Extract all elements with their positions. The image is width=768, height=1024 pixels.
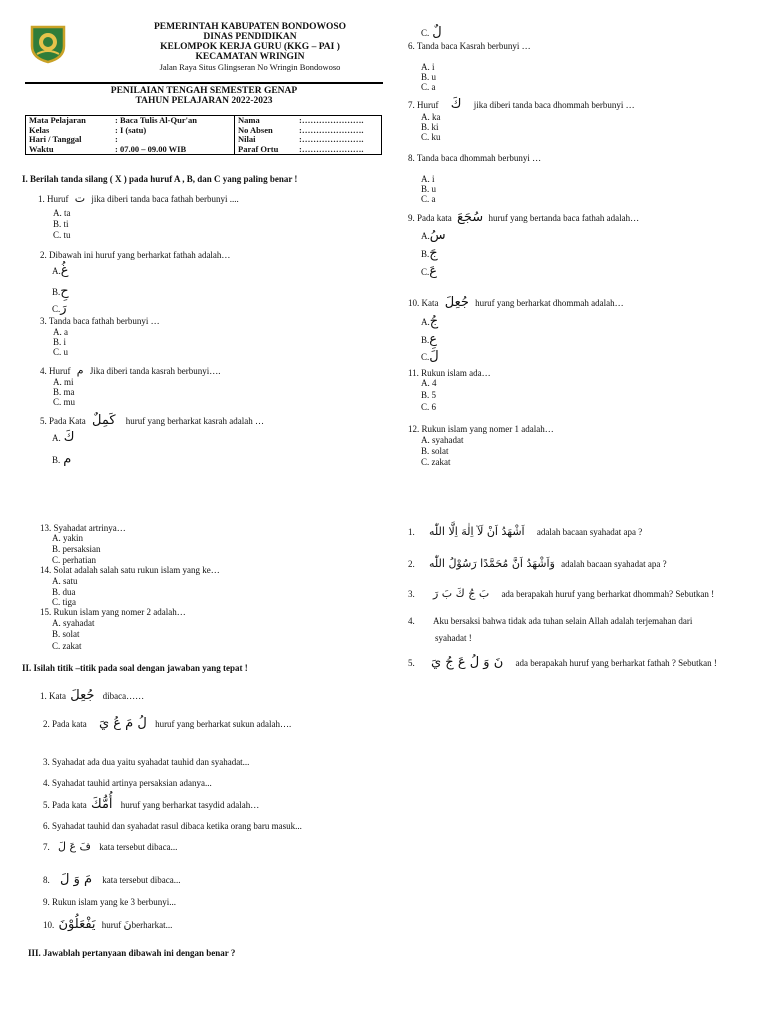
- question-7: [408, 98, 635, 112]
- question-2: 2. Dibawah ini huruf yang berharkat fathah adalah…: [40, 250, 231, 260]
- arabic-phrase: وَاَشْهَدُ اَنَّ مُحَمَّدًا رَسُوْلُ اللّٰه: [429, 557, 555, 570]
- arabic-letters: فَ عَ لَ: [58, 840, 91, 853]
- question-5: [40, 414, 264, 428]
- q13-option-c[interactable]: C. perhatian: [52, 555, 96, 565]
- fill-10-suffix: berharkat...: [131, 920, 173, 930]
- fill-item-8: [43, 873, 181, 887]
- q1-option-b[interactable]: B. ti: [53, 219, 69, 229]
- header-divider: [25, 82, 383, 84]
- arabic-word: يَفْعَلُوْنَ: [58, 917, 96, 932]
- arabic-letters: نَ وَ لُ عَ جُ يَ: [431, 655, 504, 670]
- essay-question-3: [408, 587, 714, 601]
- date-field[interactable]: :: [112, 135, 235, 145]
- q7-option-a[interactable]: A. ka: [421, 112, 441, 122]
- q3-option-a[interactable]: A. a: [53, 327, 68, 337]
- arabic-letters: مَ وَ لَ: [60, 872, 93, 887]
- question-6: 6. Tanda baca Kasrah berbunyi …: [408, 41, 531, 51]
- exam-title: PENILAIAN TENGAH SEMESTER GENAP: [110, 86, 298, 96]
- question-9: [408, 211, 639, 225]
- arabic-letter: لٌ: [432, 25, 442, 40]
- option-letter: B.: [421, 335, 430, 345]
- fill-item-1: [40, 689, 144, 703]
- letterhead-line-4: KECAMATAN WRINGIN: [195, 52, 305, 62]
- q1-prefix: 1. Huruf: [38, 194, 69, 204]
- arabic-letters: لُ مَ عُ يَ: [98, 716, 147, 731]
- q4-option-c[interactable]: C. mu: [53, 397, 76, 407]
- question-11: 11. Rukun islam ada…: [408, 368, 491, 378]
- arabic-letter: رَ: [60, 301, 67, 316]
- info-label: Kelas: [29, 124, 50, 135]
- arabic-letter: ت: [74, 192, 86, 205]
- essay-question-2: [408, 557, 667, 571]
- q7-prefix: 7. Huruf: [408, 100, 439, 110]
- info-value: : I (satu): [112, 126, 235, 136]
- q1-suffix: jika diberi tanda baca fathah berbunyi ....: [91, 194, 239, 204]
- essay-4-number: 4.: [408, 616, 415, 626]
- question-8: 8. Tanda baca dhommah berbunyi …: [408, 153, 542, 163]
- q14-option-b[interactable]: B. dua: [52, 587, 76, 597]
- q10-option-c[interactable]: [421, 350, 439, 364]
- letterhead-address: Jalan Raya Situs Glingseran No Wringin Bondowoso: [159, 62, 341, 72]
- q2-option-c[interactable]: [52, 302, 67, 316]
- info-label: Paraf Ortu: [238, 143, 279, 154]
- fill-item-10: [43, 918, 172, 932]
- name-field[interactable]: :………………….: [299, 115, 364, 125]
- q5-option-c[interactable]: [421, 26, 442, 40]
- arabic-word: كَمِلٌ: [91, 413, 116, 428]
- arabic-letter: حِ: [60, 284, 69, 299]
- essay-1-text: adalah bacaan syahadat apa ?: [536, 527, 643, 537]
- q8-option-c[interactable]: C. a: [421, 194, 436, 204]
- q2-option-a[interactable]: [52, 264, 69, 278]
- info-label: No Absen: [238, 124, 273, 135]
- arabic-letter: عَ: [429, 264, 438, 279]
- q12-option-a[interactable]: A. syahadat: [421, 435, 464, 445]
- q14-option-a[interactable]: A. satu: [52, 576, 78, 586]
- arabic-letter: لَ: [429, 349, 439, 364]
- q11-option-b[interactable]: B. 5: [421, 390, 437, 400]
- question-15: 15. Rukun islam yang nomer 2 adalah…: [40, 607, 186, 617]
- essay-4-line-2: syahadat !: [435, 633, 472, 643]
- q15-option-b[interactable]: B. solat: [52, 629, 80, 639]
- essay-1-number: 1.: [408, 527, 415, 537]
- fill-item-5: [43, 798, 259, 812]
- q11-option-c[interactable]: C. 6: [421, 402, 437, 412]
- fill-5-suffix: huruf yang berharkat tasydid adalah…: [120, 800, 260, 810]
- fill-7-prefix: 7.: [43, 842, 50, 852]
- essay-5-text: ada berapakah huruf yang berharkat fathah ? Sebutkan !: [515, 658, 717, 668]
- question-1: [38, 192, 239, 206]
- section-3-title: III. Jawablah pertanyaan dibawah ini dengan benar ?: [28, 948, 236, 958]
- q1-option-a[interactable]: A. ta: [53, 208, 71, 218]
- fill-10-middle: huruf: [101, 920, 122, 930]
- option-letter: A.: [52, 266, 61, 276]
- fill-8-suffix: kata tersebut dibaca...: [102, 875, 181, 885]
- arabic-letter: جُ: [429, 314, 439, 329]
- option-letter: C.: [421, 28, 430, 38]
- arabic-word: سُجَعَ: [456, 210, 484, 225]
- q6-option-a[interactable]: A. i: [421, 62, 435, 72]
- fill-1-suffix: dibaca……: [102, 691, 145, 701]
- arabic-word: جُعِلَ: [444, 295, 469, 310]
- arabic-letter: م: [63, 452, 72, 467]
- q3-option-b[interactable]: B. i: [53, 337, 67, 347]
- letterhead-line-2: DINAS PENDIDIKAN: [203, 32, 297, 42]
- info-label: Nilai: [238, 134, 256, 144]
- arabic-letter: كَ: [450, 97, 462, 112]
- q4-option-b[interactable]: B. ma: [53, 387, 75, 397]
- q6-option-b[interactable]: B. u: [421, 72, 437, 82]
- parent-signature-field[interactable]: :………………….: [299, 143, 364, 154]
- option-letter: A.: [421, 231, 430, 241]
- essay-question-1: [408, 525, 642, 539]
- arabic-letter: غُ: [60, 263, 69, 278]
- score-field[interactable]: :………………….: [299, 134, 364, 144]
- q9-prefix: 9. Pada kata: [408, 213, 452, 223]
- essay-question-4: [408, 616, 692, 627]
- essay-question-5: [408, 656, 717, 670]
- info-value: : Baca Tulis Al-Qur'an: [112, 116, 235, 126]
- exam-year: TAHUN PELAJARAN 2022-2023: [135, 96, 273, 106]
- info-label: Mata Pelajaran: [29, 115, 86, 125]
- q15-option-a[interactable]: A. syahadat: [52, 618, 95, 628]
- arabic-phrase: اَشْهَدُ اَنْ لَآ اِلٰهَ اِلَّا اللّٰه: [429, 525, 525, 538]
- q6-option-c[interactable]: C. a: [421, 82, 436, 92]
- q13-option-a[interactable]: A. yakin: [52, 533, 83, 543]
- q5-option-a[interactable]: [52, 431, 74, 445]
- info-label: Hari / Tanggal: [29, 134, 82, 144]
- info-row: [26, 116, 382, 126]
- q10-option-a[interactable]: [421, 315, 438, 329]
- essay-2-text: adalah bacaan syahadat apa ?: [561, 559, 667, 569]
- bondowoso-logo-emblem: [28, 24, 68, 64]
- option-letter: C.: [421, 267, 430, 277]
- q7-option-b[interactable]: B. ki: [421, 122, 439, 132]
- q5-option-b[interactable]: [52, 453, 71, 467]
- essay-2-number: 2.: [408, 559, 415, 569]
- q12-option-b[interactable]: B. solat: [421, 446, 449, 456]
- q12-option-c[interactable]: C. zakat: [421, 457, 451, 467]
- info-value: : 07.00 – 09.00 WIB: [112, 145, 235, 155]
- info-label: Waktu: [29, 143, 54, 154]
- fill-item-7: [43, 840, 177, 854]
- option-letter: C.: [421, 352, 430, 362]
- arabic-letter: سُ: [429, 228, 446, 243]
- q4-option-a[interactable]: A. mi: [53, 377, 74, 387]
- q5-prefix: 5. Pada Kata: [40, 416, 86, 426]
- letterhead-line-1: PEMERINTAH KABUPATEN BONDOWOSO: [153, 22, 347, 32]
- q10-prefix: 10. Kata: [408, 298, 439, 308]
- question-3: 3. Tanda baca fathah berbunyi …: [40, 316, 160, 326]
- option-letter: C.: [52, 304, 61, 314]
- q11-option-a[interactable]: A. 4: [421, 378, 437, 388]
- section-1-title: I. Berilah tanda silang ( X ) pada huruf A , B, dan C yang paling benar !: [22, 174, 298, 184]
- fill-item-6: 6. Syahadat tauhid dan syahadat rasul dibaca ketika orang baru masuk...: [43, 821, 302, 831]
- q2-option-b[interactable]: [52, 285, 69, 299]
- option-letter: A.: [421, 317, 430, 327]
- info-label: Nama: [238, 115, 260, 125]
- question-13: 13. Syahadat artrinya…: [40, 523, 126, 533]
- essay-4-line-1: Aku bersaksi bahwa tidak ada tuhan selain Allah adalah terjemahan dari: [433, 616, 693, 626]
- student-info-table: [25, 115, 382, 155]
- q8-option-b[interactable]: B. u: [421, 184, 437, 194]
- option-letter: B.: [421, 249, 430, 259]
- option-letter: B.: [52, 287, 61, 297]
- q10-option-b[interactable]: [421, 333, 437, 347]
- question-10: [408, 296, 624, 310]
- q8-option-a[interactable]: A. i: [421, 174, 435, 184]
- fill-2-prefix: 2. Pada kata: [43, 719, 87, 729]
- essay-3-number: 3.: [408, 589, 415, 599]
- info-row: [26, 145, 382, 155]
- fill-item-4: 4. Syahadat tauhid artinya persaksian adanya...: [43, 778, 212, 788]
- arabic-word: أُمُّكَ: [90, 797, 113, 812]
- q4-suffix: Jika diberi tanda kasrah berbunyi….: [89, 366, 221, 376]
- q9-option-b[interactable]: [421, 247, 438, 261]
- fill-10-prefix: 10.: [43, 920, 55, 930]
- arabic-letters: بَ جُ كَ بَ رَ: [433, 587, 490, 600]
- fill-7-suffix: kata tersebut dibaca...: [99, 842, 178, 852]
- fill-5-prefix: 5. Pada kata: [43, 800, 87, 810]
- q15-option-c[interactable]: C. zakat: [52, 641, 82, 651]
- arabic-letter: كَ: [63, 430, 75, 445]
- question-14: 14. Solat adalah salah satu rukun islam yang ke…: [40, 565, 220, 575]
- q9-option-c[interactable]: [421, 265, 437, 279]
- fill-item-9: 9. Rukun islam yang ke 3 berbunyi...: [43, 897, 176, 907]
- fill-1-prefix: 1. Kata: [40, 691, 66, 701]
- q9-suffix: huruf yang bertanda baca fathah adalah…: [488, 213, 640, 223]
- option-letter: A.: [52, 433, 61, 443]
- section-2-title: II. Isilah titik –titik pada soal dengan jawaban yang tepat !: [22, 663, 248, 673]
- essay-3-text: ada berapakah huruf yang berharkat dhommah? Sebutkan !: [501, 589, 715, 599]
- absence-number-field[interactable]: :………………….: [299, 124, 364, 135]
- arabic-letter: نَ: [123, 918, 132, 931]
- letterhead-line-3: KELOMPOK KERJA GURU (KKG – PAI ): [160, 42, 340, 52]
- fill-item-2: [43, 717, 291, 731]
- arabic-letter: جَ: [429, 246, 438, 261]
- q5-suffix: huruf yang berharkat kasrah adalah …: [125, 416, 264, 426]
- question-12: 12. Rukun islam yang nomer 1 adalah…: [408, 424, 554, 434]
- arabic-letter: عِ: [429, 332, 438, 347]
- q7-suffix: jika diberi tanda baca dhommah berbunyi …: [473, 100, 635, 110]
- option-letter: B.: [52, 455, 61, 465]
- q3-option-c[interactable]: C. u: [53, 347, 69, 357]
- q9-option-a[interactable]: [421, 229, 446, 243]
- question-4: [40, 364, 221, 378]
- letterhead: [80, 22, 420, 72]
- exam-title-block: [25, 86, 383, 106]
- fill-item-3: 3. Syahadat ada dua yaitu syahadat tauhid dan syahadat...: [43, 757, 250, 767]
- fill-2-suffix: huruf yang berharkat sukun adalah….: [155, 719, 292, 729]
- arabic-letter: م: [76, 364, 84, 377]
- q4-prefix: 4. Huruf: [40, 366, 71, 376]
- essay-5-number: 5.: [408, 658, 415, 668]
- q13-option-b[interactable]: B. persaksian: [52, 544, 101, 554]
- q14-option-c[interactable]: C. tiga: [52, 597, 76, 607]
- arabic-word: جُعِلَ: [70, 688, 95, 703]
- fill-8-prefix: 8.: [43, 875, 50, 885]
- q1-option-c[interactable]: C. tu: [53, 230, 71, 240]
- q7-option-c[interactable]: C. ku: [421, 132, 441, 142]
- q10-suffix: huruf yang berharkat dhommah adalah…: [475, 298, 624, 308]
